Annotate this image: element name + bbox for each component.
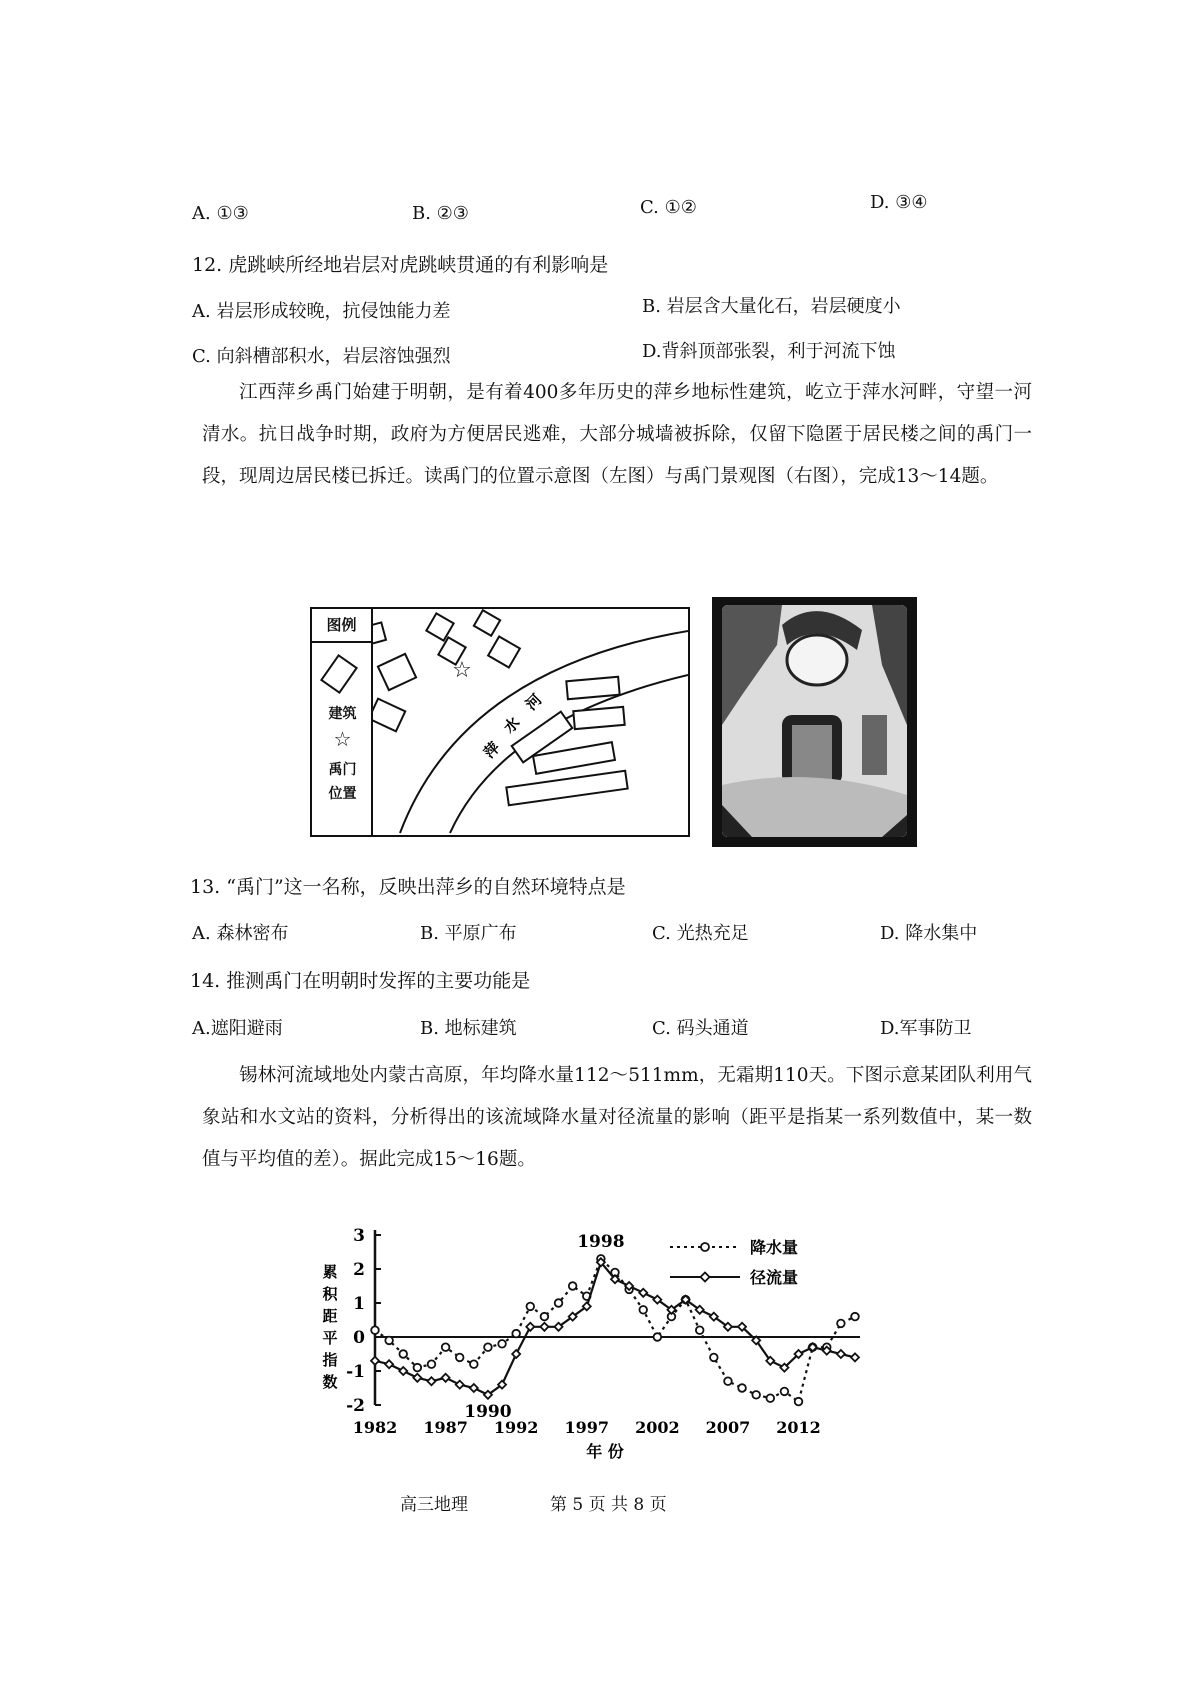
q11-option-b: B. ②③ [412, 203, 469, 224]
legend-building-icon [314, 651, 372, 701]
river-label-char-1: 萍 [480, 738, 504, 762]
precipitation-point [498, 1340, 506, 1348]
x-tick-label: 2007 [705, 1418, 751, 1437]
q14-option-c: C. 码头通道 [652, 1018, 749, 1039]
x-axis-label: 年 份 [586, 1442, 624, 1461]
q14-stem: 14. 推测禹门在明朝时发挥的主要功能是 [190, 970, 531, 992]
x-tick-label: 1987 [423, 1418, 468, 1437]
legend-label: 径流量 [750, 1268, 799, 1287]
q11-option-d: D. ③④ [870, 192, 928, 213]
q13-option-c: C. 光热充足 [652, 923, 749, 944]
runoff-point [413, 1374, 421, 1382]
passage-yumen: 江西萍乡禹门始建于明朝，是有着400多年历史的萍乡地标性建筑，屹立于萍水河畔，守望一河清水。抗日战争时期，政府为方便居民逃难，大部分城墙被拆除，仅留下隐匿于居民楼之间的禹门一段，现周边居民楼已拆迁。读禹门的位置示意图（左图）与禹门景观图（右图），完成13～14题。 [202, 382, 1032, 487]
precipitation-point [470, 1360, 478, 1368]
legend-star-icon: ☆ [333, 727, 352, 751]
precipitation-point [851, 1313, 859, 1321]
x-tick-label: 1982 [352, 1418, 398, 1437]
q13-stem: 13. “禹门”这一名称，反映出萍乡的自然环境特点是 [190, 876, 626, 898]
legend-label: 降水量 [750, 1238, 799, 1257]
legend-marker [701, 1243, 709, 1251]
y-axis-label-char: 指 [322, 1351, 338, 1369]
q14-option-a: A.遮阳避雨 [192, 1018, 283, 1039]
legend-building-label: 建筑 [328, 706, 357, 722]
precipitation-point [399, 1350, 407, 1358]
precipitation-point [541, 1313, 549, 1321]
precipitation-point [795, 1398, 803, 1406]
buildings-upper [360, 610, 520, 731]
precipitation-point [710, 1354, 718, 1362]
precipitation-point [442, 1343, 450, 1351]
precipitation-point [738, 1384, 746, 1392]
yumen-landscape-photo [712, 597, 917, 847]
q14-option-d: D.军事防卫 [880, 1018, 972, 1039]
y-axis-label-char: 数 [322, 1373, 338, 1391]
runoff-point [385, 1360, 393, 1368]
passage-xilin-river: 锡林河流域地处内蒙古高原，年均降水量112～511mm，无霜期110天。下图示意某团队利用气象站和水文站的资料，分析得出的该流域降水量对径流量的影响（距平是指某一系列数值中，某一数值与平均值的差）。据此完成15～16题。 [202, 1065, 1032, 1170]
precipitation-point [837, 1320, 845, 1328]
q12-option-d: D.背斜顶部张裂，利于河流下蚀 [642, 341, 896, 362]
y-tick-label: -1 [346, 1362, 365, 1382]
precipitation-point [555, 1299, 563, 1307]
y-tick-label: 1 [353, 1294, 365, 1314]
buildings-lower [506, 677, 627, 805]
runoff-point [442, 1374, 450, 1382]
footer-page-number: 第 5 页 共 8 页 [550, 1495, 667, 1515]
annotation-1990: 1990 [464, 1401, 512, 1422]
runoff-point [371, 1357, 379, 1365]
map-legend-title: 图例 [312, 609, 373, 643]
precipitation-point [752, 1391, 760, 1399]
precipitation-point [766, 1394, 774, 1402]
y-axis-label-char: 平 [322, 1329, 338, 1347]
footer-subject: 高三地理 [400, 1495, 468, 1515]
y-tick-label: 3 [353, 1226, 365, 1246]
y-tick-label: 2 [353, 1260, 365, 1280]
legend-gate-label-2: 位置 [328, 786, 357, 802]
runoff-point [512, 1350, 520, 1358]
river-label-char-2: 水 [500, 713, 524, 737]
legend-gate-label-1: 禹门 [328, 762, 357, 778]
yumen-star-icon: ☆ [452, 658, 472, 683]
yumen-location-map [310, 607, 690, 837]
precipitation-point [456, 1354, 464, 1362]
precipitation-point [484, 1343, 492, 1351]
y-tick-label: -2 [346, 1396, 365, 1416]
runoff-point [540, 1323, 548, 1331]
precipitation-point [781, 1388, 789, 1396]
legend-marker [701, 1273, 710, 1282]
y-axis-label-char: 积 [322, 1285, 338, 1303]
photo-drawing [722, 605, 907, 837]
runoff-point [456, 1381, 464, 1389]
runoff-point [851, 1353, 859, 1361]
map-legend [312, 643, 373, 835]
x-tick-label: 1992 [493, 1418, 539, 1437]
runoff-point [427, 1377, 435, 1385]
runoff-point [399, 1367, 407, 1375]
precipitation-point [371, 1326, 379, 1334]
q12-option-a: A. 岩层形成较晚，抗侵蚀能力差 [192, 301, 451, 322]
runoff-point [639, 1289, 647, 1297]
precipitation-point [526, 1303, 534, 1311]
precipitation-point [428, 1360, 436, 1368]
runoff-point [837, 1350, 845, 1358]
runoff-point [526, 1323, 534, 1331]
q14-option-b: B. 地标建筑 [420, 1018, 517, 1039]
q11-option-c: C. ①② [640, 197, 697, 218]
annotation-1998: 1998 [577, 1231, 625, 1252]
q12-stem: 12. 虎跳峡所经地岩层对虎跳峡贯通的有利影响是 [192, 254, 609, 276]
y-axis-label-char: 累 [322, 1263, 338, 1281]
x-tick-label: 1997 [564, 1418, 610, 1437]
precipitation-point [724, 1377, 732, 1385]
y-axis-label-char: 距 [322, 1307, 338, 1325]
x-tick-label: 2012 [776, 1418, 821, 1437]
q13-option-b: B. 平原广布 [420, 923, 517, 944]
precipitation-point [696, 1326, 704, 1334]
q12-option-b: B. 岩层含大量化石，岩层硬度小 [642, 296, 901, 317]
precipitation-point [512, 1330, 520, 1338]
chart-svg [310, 1225, 870, 1480]
precipitation-point [385, 1337, 393, 1345]
x-tick-label: 2002 [635, 1418, 680, 1437]
precipitation-point [639, 1306, 647, 1314]
q11-option-a: A. ①③ [192, 203, 249, 224]
runoff-point [470, 1384, 478, 1392]
river-label-char-3: 河 [522, 690, 546, 714]
precipitation-point [414, 1364, 422, 1372]
precipitation-point [654, 1333, 662, 1341]
runoff-precipitation-chart [310, 1225, 870, 1480]
y-tick-label: 0 [353, 1328, 365, 1348]
q13-option-d: D. 降水集中 [880, 923, 978, 944]
q12-option-c: C. 向斜槽部积水，岩层溶蚀强烈 [192, 346, 451, 367]
precipitation-point [569, 1282, 577, 1290]
q13-option-a: A. 森林密布 [192, 923, 289, 944]
